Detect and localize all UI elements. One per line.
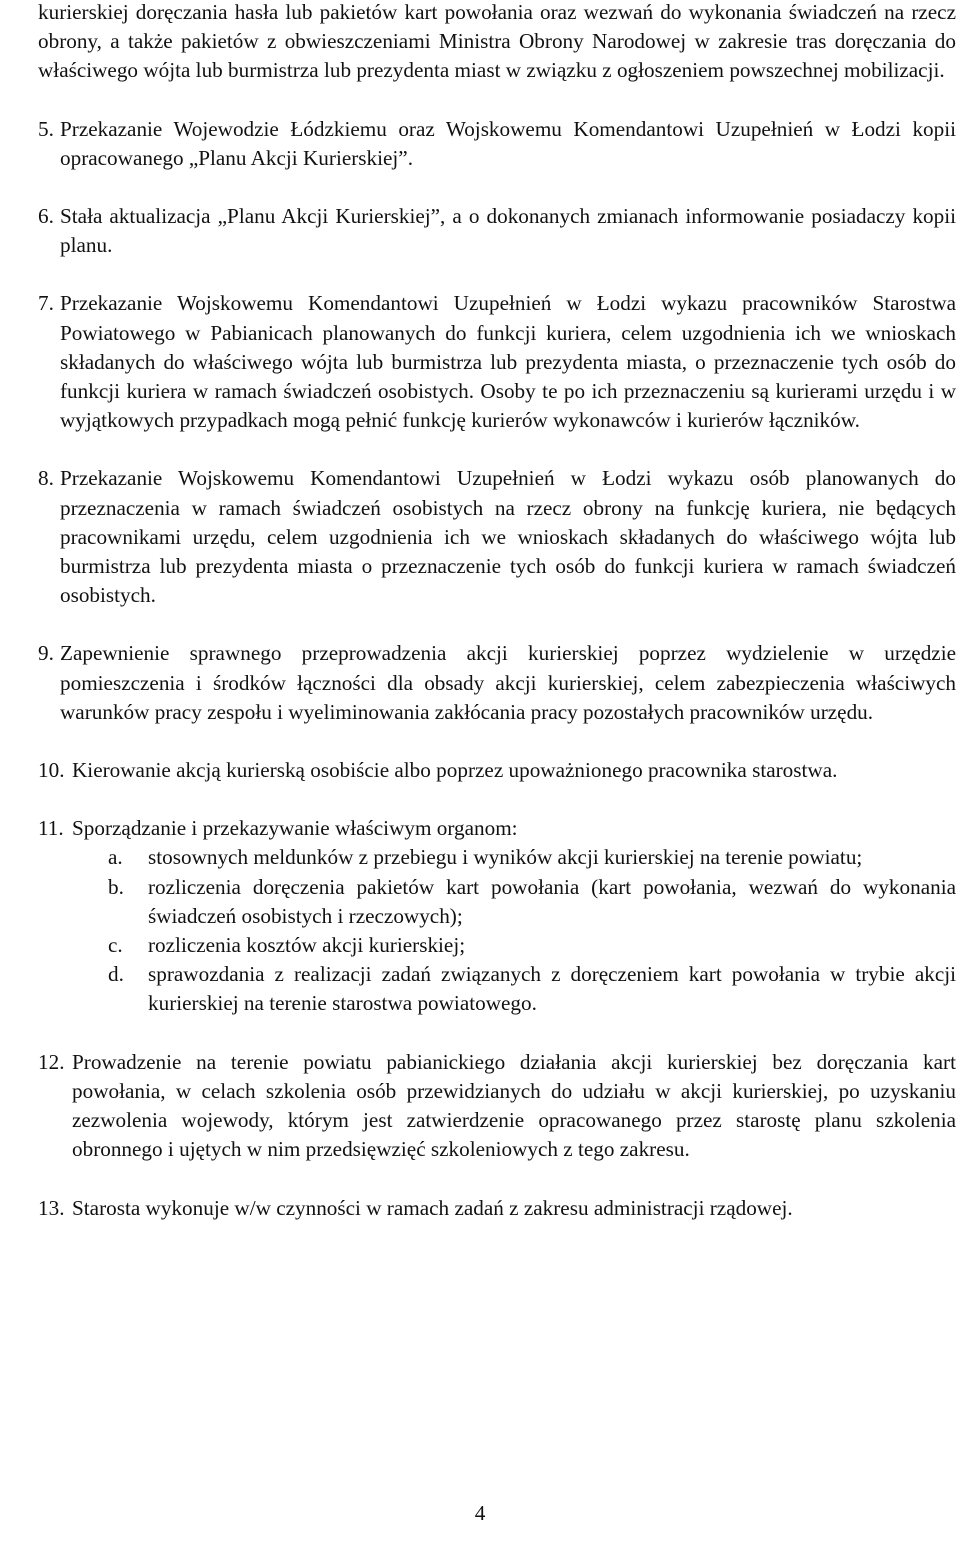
item-text: Sporządzanie i przekazywanie właściwym organom:	[72, 816, 518, 841]
list-item-8	[38, 464, 956, 610]
item-number: 5.	[38, 116, 54, 141]
item-text: Przekazanie Wojewodzie Łódzkiemu oraz Wojskowemu Komendantowi Uzupełnień w Łodzi kopii opracowanego „Planu Akcji Kurierskiej”.	[60, 116, 956, 170]
list-item-11	[38, 814, 956, 1018]
document-body	[38, 0, 956, 1223]
list-item-13	[38, 1194, 956, 1223]
list-item-7	[38, 289, 956, 435]
item-text: Starosta wykonuje w/w czynności w ramach zadań z zakresu administracji rządowej.	[72, 1195, 793, 1220]
sub-item-text: rozliczenia doręczenia pakietów kart powołania (kart powołania, wezwań do wykonania świadczeń osobistych i rzeczowych);	[148, 874, 956, 928]
list-item-10	[38, 756, 956, 785]
page-number: 4	[474, 1501, 486, 1525]
item-text: Przekazanie Wojskowemu Komendantowi Uzupełnień w Łodzi wykazu pracowników Starostwa Powiatowego w Pabianicach planowanych do funkcji kuriera, celem uzgodnienia ich we wnioskach składanych do właściwego wójta lub burmistrza lub prezydenta miasta, o przeznaczenie tych osób do funkcji kuriera w ramach świadczeń osobistych. Osoby te po ich przeznaczeniu są kurierami urzędu i w wyjątkowych przypadkach mogą pełnić funkcję kurierów wykonawców i kurierów łączników.	[60, 291, 956, 433]
list-item-9	[38, 639, 956, 727]
item-text: Stała aktualizacja „Planu Akcji Kurierskiej”, a o dokonanych zmianach informowanie posiadaczy kopii planu.	[60, 204, 956, 258]
item-number: 10.	[38, 758, 65, 783]
list-item-5	[38, 115, 956, 173]
item-number: 13.	[38, 1195, 65, 1220]
item-number: 9.	[38, 641, 54, 666]
item-text: Zapewnienie sprawnego przeprowadzenia akcji kurierskiej poprzez wydzielenie w urzędzie pomieszczenia i środków łączności dla obsady akcji kurierskiej, celem zabezpieczenia właściwych warunków pracy zespołu i wyeliminowania zakłócania pracy pozostałych pracowników urzędu.	[60, 641, 956, 724]
item-text: Kierowanie akcją kurierską osobiście albo poprzez upoważnionego pracownika starostwa.	[72, 758, 838, 783]
sub-item-text: stosownych meldunków z przebiegu i wyników akcji kurierskiej na terenie powiatu;	[148, 845, 863, 870]
sub-item-letter: a.	[108, 845, 123, 870]
intro-paragraph: kurierskiej doręczania hasła lub pakietów kart powołania oraz wezwań do wykonania świadczeń na rzecz obrony, a także pakietów z obwieszczeniami Ministra Obrony Narodowej w zakresie tras doręczania do właściwego wójta lub burmistrza lub prezydenta miast w związku z ogłoszeniem powszechnej mobilizacji.	[38, 0, 956, 83]
sub-item-d	[72, 960, 956, 1018]
sub-item-text: rozliczenia kosztów akcji kurierskiej;	[148, 933, 466, 958]
item-number: 12.	[38, 1049, 65, 1074]
sub-item-letter: c.	[108, 933, 123, 958]
sub-item-letter: b.	[108, 874, 124, 899]
item-text: Przekazanie Wojskowemu Komendantowi Uzupełnień w Łodzi wykazu osób planowanych do przeznaczenia w ramach świadczeń osobistych na rzecz obrony na funkcję kuriera, nie będących pracownikami urzędu, celem uzgodnienia ich we wnioskach składanych do właściwego wójta lub burmistrza lub prezydenta miasta o przeznaczenie tych osób do funkcji kuriera w ramach świadczeń osobistych.	[60, 466, 956, 608]
item-number: 11.	[38, 816, 64, 841]
sub-list	[72, 843, 956, 1018]
list-item-6	[38, 202, 956, 260]
list-item-12	[38, 1048, 956, 1165]
item-number: 6.	[38, 204, 54, 229]
item-number: 7.	[38, 291, 54, 316]
item-content	[72, 814, 956, 1018]
item-text: Prowadzenie na terenie powiatu pabianickiego działania akcji kurierskiej bez doręczania kart powołania, w celach szkolenia osób przewidzianych do udziału w akcji kurierskiej, po uzyskaniu zezwolenia wojewody, którym jest zatwierdzenie opracowanego przez starostę planu szkolenia obronnego i ujętych w nim przedsięwzięć szkoleniowych z tego zakresu.	[72, 1049, 956, 1162]
sub-item-a	[72, 843, 956, 872]
sub-item-b	[72, 873, 956, 931]
item-number: 8.	[38, 466, 54, 491]
sub-item-letter: d.	[108, 962, 124, 987]
sub-item-text: sprawozdania z realizacji zadań związanych z doręczeniem kart powołania w trybie akcji kurierskiej na terenie starostwa powiatowego.	[148, 962, 956, 1016]
sub-item-c	[72, 931, 956, 960]
